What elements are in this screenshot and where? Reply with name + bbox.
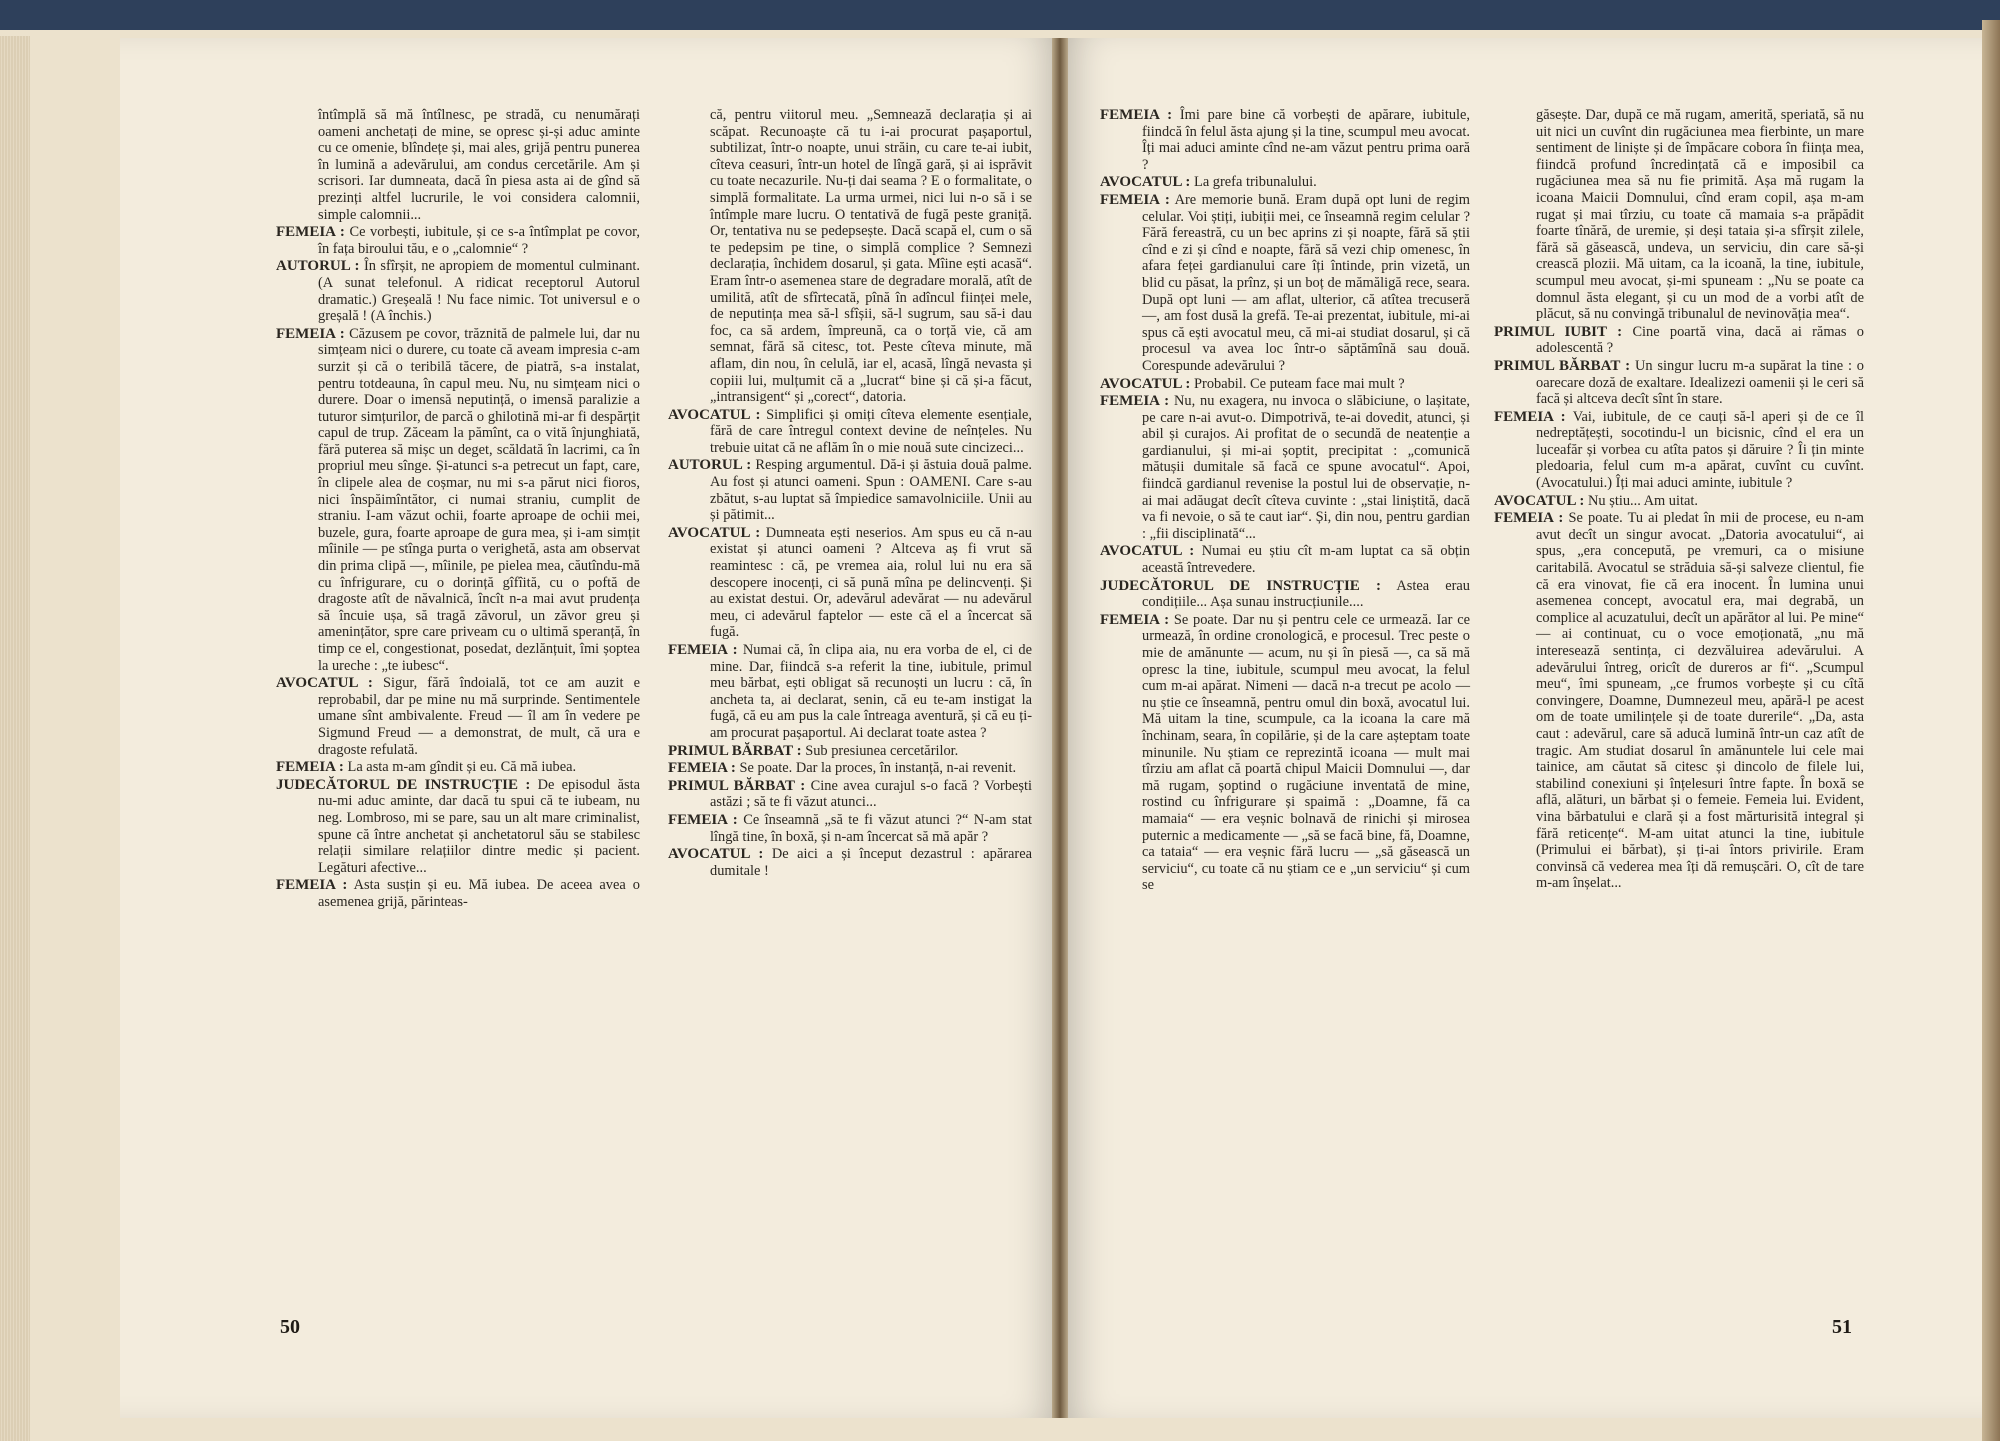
dialogue-paragraph: [1494, 107, 1864, 323]
speech-text: Simplifici și omiți cîteva elemente esențiale, fără de care întregul context devine de neînțeles. Nu trebuie uitat că ne aflăm în o mie nouă sute cincizeci...: [710, 406, 1032, 456]
page-number-left: 50: [280, 1316, 300, 1338]
speech-text: Îmi pare bine că vorbești de apărare, iubitule, fiindcă în felul ăsta ajung și la tine, scumpul meu avocat. Îți mai aduci aminte cînd ne-am văzut pentru prima oară ?: [1142, 107, 1470, 173]
dialogue-paragraph: [668, 760, 1032, 777]
speech-text: La asta m-am gîndit și eu. Că mă iubea.: [347, 759, 577, 776]
speaker-name: FEMEIA :: [1100, 107, 1173, 123]
speech-text: Cine poartă vina, dacă ai rămas o adolescentă ?: [1536, 323, 1864, 357]
dialogue-paragraph: [276, 675, 640, 758]
speaker-name: AVOCATUL :: [1494, 492, 1585, 509]
dialogue-paragraph: [276, 258, 640, 324]
page-number-right: 51: [1832, 1316, 1852, 1338]
dialogue-paragraph: [276, 107, 640, 223]
speech-text: Vai, iubitule, de ce cauți să-l aperi și de ce îl nedreptățești, socotindu-l un bicisnic, cînd el era un luceafăr și vorbea cu atîta patos și dăruire ? Îi țin minte pledoaria, felul cum m-a apărat, cuvînt cu cuvînt. (Avocatului.) Îți mai aduci aminte, iubitule ?: [1536, 408, 1864, 492]
speaker-name: AVOCATUL :: [276, 675, 373, 692]
speech-text: Sub presiunea cercetărilor.: [805, 742, 959, 759]
speaker-name: FEMEIA :: [668, 760, 736, 777]
speaker-name: AVOCATUL :: [1100, 543, 1195, 560]
speaker-name: AUTORUL :: [668, 457, 752, 474]
dialogue-paragraph: [276, 777, 640, 877]
speaker-name: FEMEIA :: [1494, 408, 1566, 425]
dialogue-paragraph: [668, 743, 1032, 760]
speaker-name: FEMEIA :: [668, 811, 738, 828]
dialogue-paragraph: [668, 846, 1032, 879]
dialogue-paragraph: [1494, 493, 1864, 510]
dialogue-paragraph: [276, 759, 640, 776]
dialogue-paragraph: [668, 525, 1032, 641]
speaker-name: JUDECĂTORUL DE INSTRUCȚIE :: [1100, 577, 1382, 594]
speaker-name: FEMEIA :: [668, 642, 738, 658]
dialogue-paragraph: [668, 778, 1032, 811]
speaker-name: AVOCATUL :: [668, 524, 761, 541]
speech-text: Asta susțin și eu. Mă iubea. De aceea avea o asemenea grijă, părinteas-: [318, 877, 641, 910]
speech-text: Astea erau condițiile... Așa sunau instrucțiunile....: [1142, 577, 1470, 611]
speech-text: Un singur lucru m-a supărat la tine : o oarecare doză de exaltare. Idealizezi oamenii și le ceri să facă și altceva decît sînt în stare.: [1536, 357, 1864, 408]
speaker-name: FEMEIA :: [1494, 510, 1564, 527]
speaker-name: AVOCATUL :: [1100, 375, 1191, 392]
speech-text: că, pentru viitorul meu. „Semnează declarația și ai scăpat. Recunoaște că tu i-ai procurat pașaportul, subtilizat, într-o noapte, unui străin, cu care te-ai iubit, cîteva ceasuri, într-un hotel de lîngă gară, și ai isprăvit cu toate necazurile. Nu-ți dai seama ? E o formalitate, o simplă formalitate. La urma urmei, nici lui n-o să i se întîmple mare lucru. O tentativă de fugă peste graniță. Or, tentativa nu se pedepsește. Dacă scapă el, cum o să te pedepsim pe tine, o simplă complice ? Semnezi declarația, închidem dosarul, și gata. Mîine ești acasă“. Eram într-o asemenea stare de degradare morală, atît de umilită, atît de sfîrtecată, pînă în adîncul ființei mele, de neputința mea să-l sfîșii, să-l sugrum, sau să-i dau foc, ca să ardem, împreună, ca o torță vie, că am semnat, fără să citesc, tot. Peste cîteva minute, mă aflam, din nou, în celulă, iar el, acasă, lîngă nevasta și copiii lui, mulțumit că a „lucrat“ bine și că și-a făcut, „intransigent“ și „corect“, datoria.: [710, 107, 1032, 406]
dialogue-paragraph: [1494, 510, 1864, 892]
speaker-name: AUTORUL :: [276, 258, 360, 275]
dialogue-paragraph: [1494, 324, 1864, 357]
speech-text: Se poate. Dar nu și pentru cele ce urmează. Iar ce urmează, în ordine cronologică, e procesul. Trec peste o mie de amănunte — acum, nu și în piesă —, ca să mă opresc la tine, iubitule, scumpul meu avocat, la felul cum m-ai apărat. Nimeni — dacă n-a trecut pe acolo — nu știe ce înseamnă, pentru omul din boxă, avocatul lui. Mă uitam la tine, scumpule, ca la icoana la care mă închinam, seara, în copilărie, și de la care așteptam toate minunile. Nu știam ce reprezintă icoana — mult mai tîrziu am aflat că poartă chipul Maicii Domnului —, dar mă rugam, șoptind o rugăciune inventată de mine, rostind cu înfrigurare și spaimă : „Doamne, fă ca mamaia“ — era veșnic bolnavă de rinichi și mirosea puternic a medicamente — „să se facă bine, fă, Doamne, ca tataia“ — era veșnic fără lucru — „să găsească un serviciu“, cu toate că nu știam ce e „un serviciu“ și cum se: [1142, 611, 1470, 894]
speaker-name: AVOCATUL :: [1100, 174, 1191, 191]
speech-text: Numai eu știu cît m-am luptat ca să obțin această întrevedere.: [1142, 543, 1471, 577]
speaker-name: JUDECĂTORUL DE INSTRUCȚIE :: [276, 776, 531, 793]
speech-text: Probabil. Ce puteam face mai mult ?: [1194, 375, 1405, 392]
speech-text: găsește. Dar, după ce mă rugam, amerită, speriată, să nu uit nici un cuvînt din rugăciunea mea fierbinte, un mare sentiment de liniște și de împăcare cobora în ființa mea, fiindcă profund încredințată că e imposibil ca rugăciunea mea să nu fie primită. Așa mă rugam la icoana Maicii Domnului, cînd eram copil, așa m-am rugat și mai tîrziu, cu toate că mamaia s-a prăpădit foarte tînără, de uremie, și deși tataia și-a sfîrșit zilele, fără să găsească, undeva, un serviciu, din care să-și crească plozii. Mă uitam, ca la icoană, la tine, iubitule, scumpul meu avocat, și-mi spuneam : „Nu se poate ca domnul ăsta elegant, și cu un mod de a vorbi atît de plăcut, să nu convingă tribunalul de nevinovăția mea“.: [1536, 107, 1864, 323]
speech-text: întîmplă să mă întîlnesc, pe stradă, cu nenumărați oameni anchetați de mine, se opresc și-și aduc aminte cu ce omenie, blîndețe și, mai ales, grijă pentru punerea în lumină a adevărului, am condus cercetările. Am și scrisori. Iar dumneata, dacă în piesa asta ai de gînd să prezinți altfel lucrurile, le voi considera calomnii, simple calomnii...: [318, 107, 640, 223]
dialogue-paragraph: [1100, 578, 1470, 611]
speaker-name: FEMEIA :: [276, 325, 345, 342]
speaker-name: PRIMUL BĂRBAT :: [668, 742, 802, 759]
speech-text: Se poate. Tu ai pledat în mii de procese, eu n-am avut decît un singur avocat. „Datoria avocatului“, ai spus, „era concepută, pe vremuri, ca o misiune caritabilă. Avocatul se străduia să-și salveze clientul, fie că era vinovat, fie că era inocent. În lumina unui asemenea concept, avocatul era, mai degrabă, un complice al acuzatului, decît un apărător al lui. Pe mine“ — ai continuat, cu o voce emoționată, „nu mă interesează sentința, ci dezvăluirea adevărului. A adevărului întreg, oricît de dureros ar fi“. „Scumpul meu“, îmi spuneam, „ce frumos vorbește și cu cîtă convingere, Doamne, Dumnezeul meu, apără-l pe acest om de toate umilințele și de toate durerile“. „Da, asta caut : adevărul, care să aducă lumină într-un caz atît de tragic. Am studiat dosarul în amănuntele lui cele mai tainice, am căutat să citesc și dincolo de filele lui, stabilind conexiuni și înțelesuri între fapte. În boxă se află, alături, un bărbat și o femeie. Femeia lui. Evident, vina bărbatului e clară și a fost mărturisită integral și fără reticențe“. M-am uitat atunci la tine, iubitule (Primului ei bărbat), și ți-ai întors privirile. Eram convinsă că vederea mea îți dă remușcări. O, cît de tare m-am înșelat...: [1536, 510, 1864, 892]
speech-text: Căzusem pe covor, trăznită de palmele lui, dar nu simțeam nici o durere, cu toate că aveam impresia c-am surzit și că o teribilă tăcere, de piatră, s-a instalat, pentru totdeauna, în capul meu. Nu, nu simțeam nici o durere. Doar o imensă neputință, o imensă paralizie a tuturor simțurilor, de parcă o ghilotină mi-ar fi despărțit capul de trup. Zăceam la pămînt, ca o vită înjunghiată, fără puterea să mișc un deget, scăldată în lacrimi, ca în propriul meu sînge. Și-atunci s-a petrecut un fapt, care, în clipele alea de coșmar, nu mi s-a părut nici fioros, nici înspăimîntător, ci numai straniu, cumplit de straniu. I-am văzut ochii, foarte aproape de ochii mei, buzele, gura, foarte aproape de gura mea, și i-am simțit mîinile — pe stînga purta o verighetă, asta am observat din prima clipă —, mîinile, pe pielea mea, căutîndu-mă cu înfrigurare, cu o dorință gîfîită, cu o poftă de dragoste atît de năvalnică, încît n-a mai avut prudența să încuie ușa, să tragă zăvorul, un zăvor greu și amenințător, spre care priveam cu o ultimă speranță, în timp ce el, congestionat, posedat, dezlănțuit, îmi șoptea la ureche : „te iubesc“.: [318, 325, 640, 674]
dialogue-paragraph: [668, 407, 1032, 457]
dialogue-paragraph: [1100, 174, 1470, 191]
speech-text: Cine avea curajul s-o facă ? Vorbești astăzi ; să te fi văzut atunci...: [710, 777, 1032, 811]
speaker-name: FEMEIA :: [1100, 611, 1170, 628]
dialogue-paragraph: [1100, 393, 1470, 542]
speech-text: Ce vorbești, iubitule, și ce s-a întîmplat pe covor, în fața biroului tău, e o „calomnie“ ?: [318, 224, 640, 257]
speech-text: Ce înseamnă „să te fi văzut atunci ?“ N-am stat lîngă tine, în boxă, și n-am încercat să mă apăr ?: [710, 811, 1033, 845]
speech-text: Are memorie bună. Eram după opt luni de regim celular. Voi știți, iubiții mei, ce înseamnă regim celular ? Fără fereastră, cu un bec aprins zi și noapte, fără să știi cînd e zi și cînd e noapte, fără să vezi chip omenesc, în afara feței gardianului care îți întinde, prin vizetă, un blid cu păsat, la prînz, și un boț de mămăligă rece, seara. După opt luni — am aflat, ulterior, că atîtea trecuseră —, am fost dusă la grefă. Te-ai prezentat, iubitule, mi-ai spus că ești avocatul meu, că mi-ai studiat dosarul, și că procesul va avea loc într-o săptămînă sau două. Corespunde adevărului ?: [1142, 191, 1470, 374]
speaker-name: PRIMUL BĂRBAT :: [1494, 357, 1631, 374]
speaker-name: PRIMUL BĂRBAT :: [668, 777, 806, 794]
speech-text: De episodul ăsta nu-mi aduc aminte, dar dacă tu spui că te iubeam, nu neg. Lombroso, mi se pare, sau un alt mare criminalist, spune că între anchetat și anchetatorul său se stabilesc relații similare relațiilor dintre medic și pacient. Legături afective...: [318, 776, 640, 876]
text-column-3: [1100, 107, 1470, 895]
dialogue-paragraph: [668, 812, 1032, 845]
dialogue-paragraph: [668, 107, 1032, 406]
speaker-name: FEMEIA :: [276, 759, 344, 776]
speaker-name: FEMEIA :: [1100, 191, 1170, 208]
speech-text: Nu știu... Am uitat.: [1588, 492, 1698, 509]
page-stack-right: [1982, 20, 2000, 1441]
dialogue-paragraph: [1100, 376, 1470, 393]
speech-text: Resping argumentul. Dă-i și ăstuia două palme. Au fost și atunci oameni. Spun : OAMENI. Care s-au zbătut, s-au luptat să împiedice samavolniciile. Unii au și pătimit...: [710, 457, 1032, 524]
speaker-name: FEMEIA :: [1100, 393, 1170, 410]
speech-text: Se poate. Dar la proces, în instanță, n-ai revenit.: [739, 760, 1017, 777]
speech-text: Dumneata ești neserios. Am spus eu că n-au existat și atunci oameni ? Altceva aș fi vrut să reamintesc : că, pe vremea aia, rolul lui nu era să descopere inocenți, ci să pună mîna pe delincvenți. Și au existat destui. Or, adevărul adevărat — nu adevărul meu, ci adevărul faptelor — este că el a încercat să fugă.: [710, 524, 1032, 641]
speech-text: Nu, nu exagera, nu invoca o slăbiciune, o lașitate, pe care n-ai avut-o. Dimpotrivă, te-ai dovedit, atunci, și abil și curajos. Ai profitat de o secundă de neatenție a gardianului, și mi-ai șoptit, precipitat : „comunică mătușii dumitale să facă ce spune avocatul“. Apoi, fiindcă gardianul revenise la postul lui de observație, n-ai mai adăugat decît cîteva cuvinte : „stai liniștită, dacă va fi nevoie, o să te caut iar“. Și, din nou, pentru gardian : „fii disciplinată“...: [1142, 393, 1470, 542]
speaker-name: AVOCATUL :: [668, 406, 761, 423]
speech-text: În sfîrșit, ne apropiem de momentul culminant. (A sunat telefonul. A ridicat receptorul Autorul dramatic.) Greșeală ! Nu face nimic. Tot universul e o greșală ! (A închis.): [318, 258, 640, 325]
text-column-2: [668, 107, 1032, 880]
book-gutter: [1052, 38, 1068, 1418]
dialogue-paragraph: [1100, 612, 1470, 894]
dialogue-paragraph: [668, 457, 1032, 523]
speech-text: Sigur, fără îndoială, tot ce am auzit e reprobabil, dar pe mine nu mă surprinde. Sentimentele umane sînt ambivalente. Freud — îl am în vedere pe Sigmund Freud — a demonstrat, de mult, că ura e dragoste refulată.: [318, 675, 640, 758]
text-column-1: [276, 107, 640, 912]
text-column-4: [1494, 107, 1864, 893]
page-stack-left: [0, 36, 30, 1441]
dialogue-paragraph: [668, 642, 1032, 742]
dialogue-paragraph: [1100, 107, 1470, 173]
dialogue-paragraph: [1494, 358, 1864, 408]
dialogue-paragraph: [276, 224, 640, 257]
dialogue-paragraph: [276, 877, 640, 910]
dialogue-paragraph: [276, 326, 640, 674]
speaker-name: PRIMUL IUBIT :: [1494, 323, 1623, 340]
speech-text: La grefa tribunalului.: [1194, 174, 1317, 191]
speaker-name: FEMEIA :: [276, 224, 345, 241]
dialogue-paragraph: [1100, 543, 1470, 576]
speech-text: De aici a și început dezastrul : apărarea dumitale !: [710, 846, 1032, 879]
speaker-name: FEMEIA :: [276, 877, 348, 894]
speaker-name: AVOCATUL :: [668, 846, 764, 863]
speech-text: Numai că, în clipa aia, nu era vorba de el, ci de mine. Dar, fiindcă s-a referit la tine, iubitule, primul meu bărbat, ești obligat să recunoști un lucru : că, în ancheta ta, ai declarat, senin, că eu te-am instigat la fugă, că eu am pus la cale întreaga aventură, și că eu ți-am procurat pașaportul. Ai declarat toate astea ?: [710, 642, 1032, 741]
dialogue-paragraph: [1494, 409, 1864, 492]
dialogue-paragraph: [1100, 192, 1470, 375]
